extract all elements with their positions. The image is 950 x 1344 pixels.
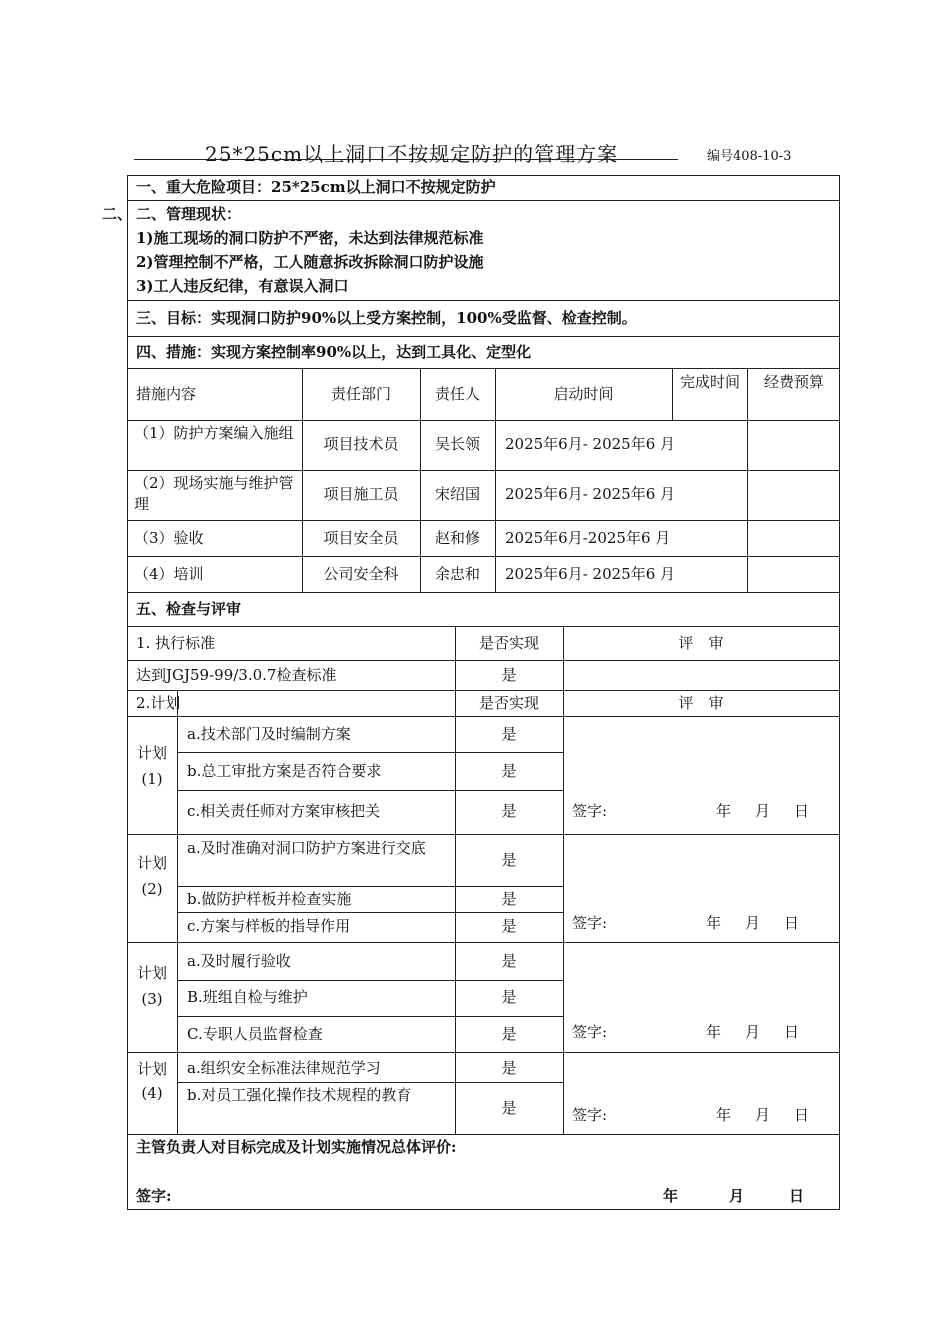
plan-label: 计划(2) [137,854,168,898]
sign-year: 年 [706,914,722,932]
row-divider [127,1134,840,1135]
plan-value: 是 [501,917,517,935]
sign-day: 日 [784,1023,800,1041]
header-dept: 责任部门 [330,385,391,403]
header-person: 责任人 [434,385,480,403]
plan-heading: 2.计划 [136,694,181,712]
header-measure-content: 措施内容 [136,385,197,403]
item-divider [177,790,563,791]
plan-value: 是 [501,952,517,970]
sign-year: 年 [706,1023,722,1041]
row-divider [127,626,840,627]
item-divider [177,886,563,887]
col-divider [747,368,748,592]
plan-value: 是 [501,851,517,869]
plan-item: a.及时履行验收 [187,952,291,970]
sign-year: 年 [716,802,732,820]
status-item: 1)施工现场的洞口防护不严密，未达到法律规范标准 [136,229,484,247]
measure-dept: 公司安全科 [323,565,399,583]
header-finish-time: 完成时间 [680,373,741,391]
header-start-time: 启动时间 [553,385,614,403]
plan-item: b.总工审批方案是否符合要求 [187,762,382,780]
plan-value: 是 [501,802,517,820]
title-underline [134,159,678,160]
row-divider [127,420,840,421]
review-heading: 评 审 [678,634,724,652]
item-divider [177,1016,563,1017]
col-divider [672,368,673,420]
standard-heading: 1. 执行标准 [136,634,216,652]
row-divider [127,942,840,943]
plan-item: a.技术部门及时编制方案 [187,725,351,743]
item-divider [177,980,563,981]
row-divider [127,300,840,301]
measure-time: 2025年6月- 2025年6 月 [505,565,676,583]
plan-item: B.班组自检与维护 [187,988,308,1006]
sign-label: 签字: [572,802,608,820]
row-divider [127,592,840,593]
measure-dept: 项目施工员 [323,485,399,503]
section-1: 一、重大危险项目：25*25cm以上洞口不按规定防护 [136,178,496,196]
measure-time: 2025年6月- 2025年6 月 [505,485,676,503]
achieved-heading: 是否实现 [478,694,539,712]
measure-content: （4）培训 [134,565,204,583]
summary-sign-label: 签字: [136,1187,172,1205]
section-2-heading: 二、管理现状： [136,205,242,223]
measure-content: （2）现场实施与维护管理 [134,474,294,513]
sign-label: 签字: [572,1106,608,1124]
row-divider [127,336,840,337]
measure-time: 2025年6月-2025年6 月 [505,529,671,547]
measure-person: 吴长领 [434,435,480,453]
plan-label: 计划(1) [137,744,168,788]
sign-month: 月 [755,802,771,820]
measure-person: 余忠和 [434,565,480,583]
summary-month: 月 [729,1187,745,1205]
plan-value: 是 [501,1099,517,1117]
section-3-target: 三、目标：实现洞口防护90%以上受方案控制，100%受监督、检查控制。 [136,309,637,327]
plan-value: 是 [501,725,517,743]
measure-person: 宋绍国 [434,485,480,503]
plan-value: 是 [501,1059,517,1077]
measure-time: 2025年6月- 2025年6 月 [505,435,676,453]
item-divider [177,912,563,913]
item-divider [177,752,563,753]
side-mark: 二、 [102,205,133,223]
sign-month: 月 [745,914,761,932]
plan-value: 是 [501,890,517,908]
plan-item: c.方案与样板的指导作用 [187,917,351,935]
row-divider [127,520,840,521]
plan-label: 计划(3) [137,964,168,1008]
sign-label: 签字: [572,1023,608,1041]
plan-value: 是 [501,1025,517,1043]
status-item: 2)管理控制不严格，工人随意拆改拆除洞口防护设施 [136,253,484,271]
row-divider [127,660,840,661]
sign-label: 签字: [572,914,608,932]
plan-item: a.及时准确对洞口防护方案进行交底 [187,839,426,857]
plan-item: a.组织安全标准法律规范学习 [187,1059,381,1077]
plan-item: b.做防护样板并检查实施 [187,890,352,908]
plan-item: c.相关责任师对方案审核把关 [187,802,381,820]
standard-value: 是 [501,666,517,684]
summary-prompt: 主管负责人对目标完成及计划实施情况总体评价: [136,1138,457,1156]
review-heading: 评 审 [678,694,724,712]
row-divider [127,1052,840,1053]
measure-content: （3）验收 [134,529,204,547]
row-divider [127,200,840,201]
measure-dept: 项目技术员 [323,435,399,453]
measure-dept: 项目安全员 [323,529,399,547]
table-border-bottom [127,1209,840,1210]
measure-person: 赵和修 [434,529,480,547]
sign-month: 月 [745,1023,761,1041]
sign-day: 日 [784,914,800,932]
plan-value: 是 [501,762,517,780]
row-divider [127,690,840,691]
plan-label: 计划(4) [137,1060,168,1102]
table-border-top [127,175,840,176]
summary-year: 年 [663,1187,679,1205]
row-divider [127,556,840,557]
document-code: 编号408-10-3 [707,149,792,164]
summary-day: 日 [789,1187,805,1205]
standard-row: 达到JGJ59-99/3.0.7检查标准 [136,666,337,684]
table-border-left [127,175,128,1209]
measure-content: （1）防护方案编入施组 [134,424,294,442]
row-divider [127,834,840,835]
row-divider [127,368,840,369]
achieved-heading: 是否实现 [478,634,539,652]
section-5-review: 五、检查与评审 [136,600,242,618]
sign-day: 日 [794,1106,810,1124]
sign-day: 日 [794,802,810,820]
plan-item: C.专职人员监督检查 [187,1025,323,1043]
plan-item: b.对员工强化操作技术规程的教育 [187,1086,412,1104]
table-border-right [839,175,840,1209]
sign-month: 月 [755,1106,771,1124]
header-budget: 经费预算 [763,373,824,391]
section-4-measures: 四、措施：实现方案控制率90%以上，达到工具化、定型化 [136,343,532,361]
sign-year: 年 [716,1106,732,1124]
plan-value: 是 [501,988,517,1006]
row-divider [127,470,840,471]
document-title: 25*25cm以上洞口不按规定防护的管理方案 [205,142,619,166]
status-item: 3)工人违反纪律，有意误入洞口 [136,277,349,295]
row-divider [127,716,840,717]
item-divider [177,1082,563,1083]
